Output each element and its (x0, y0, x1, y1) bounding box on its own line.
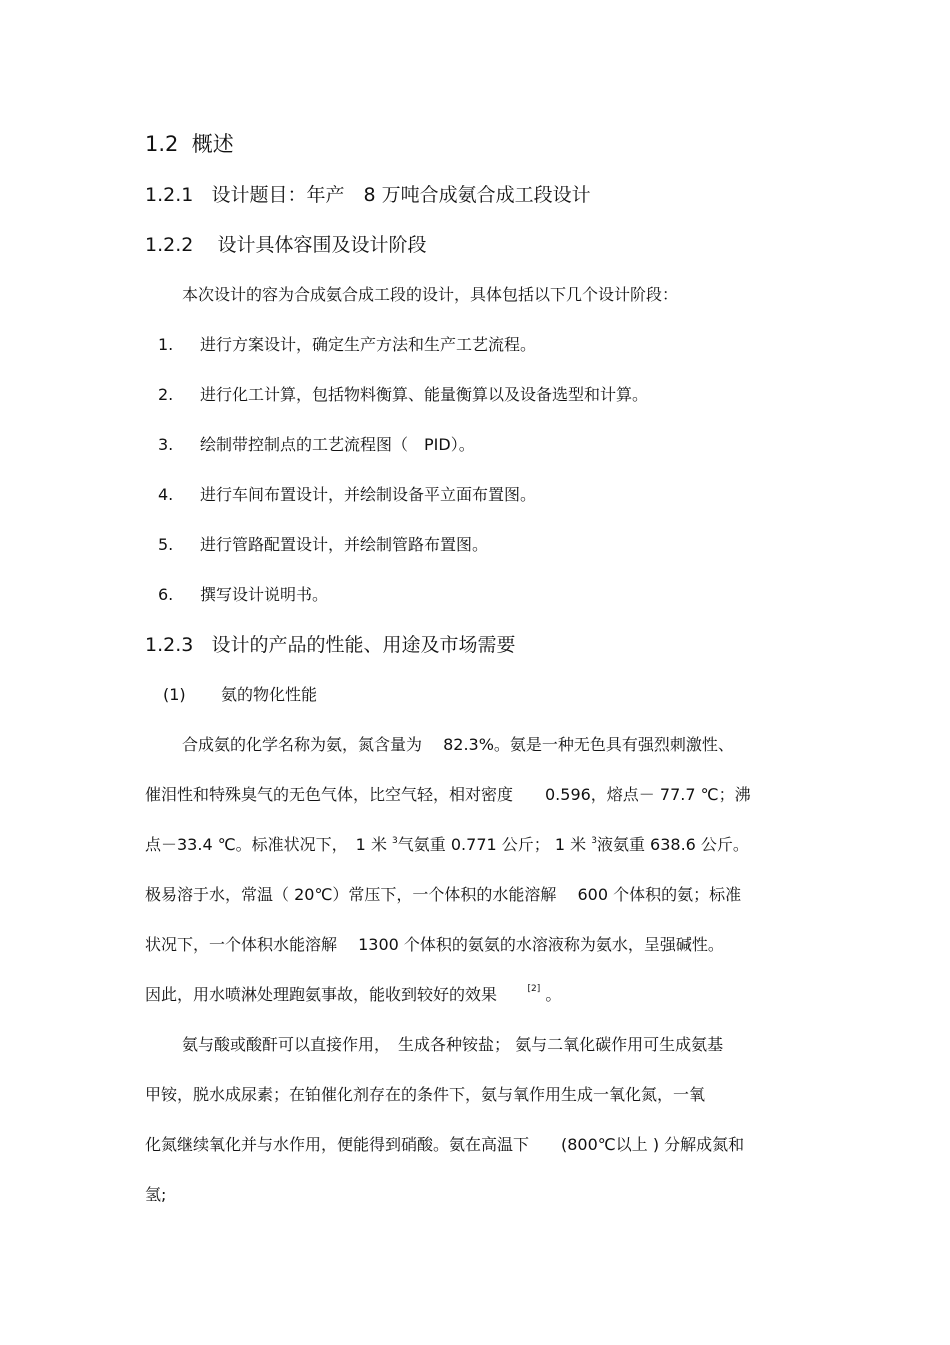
step-text: 进行方案设计，确定生产方法和生产工艺流程。 (200, 335, 537, 354)
step-item (158, 532, 488, 555)
text-run: 。 (545, 985, 562, 1004)
step-item (158, 382, 648, 405)
step-text: 进行车间布置设计，并绘制设备平立面布置图。 (200, 485, 537, 504)
step-item (158, 332, 536, 355)
subheading-number: (1) (163, 685, 186, 704)
heading-number: 1.2.1 (145, 184, 194, 206)
heading-1-2-1 (145, 180, 591, 207)
heading-1-2-3 (145, 630, 516, 657)
step-text: 进行化工计算，包括物料衡算、能量衡算以及设备选型和计算。 (200, 385, 649, 404)
text-run: 液氨重 638.6 公斤。 (596, 835, 749, 854)
heading-number: 1.2.2 (145, 234, 194, 256)
heading-title: 设计具体容围及设计阶段 (217, 234, 427, 256)
heading-title: 设计的产品的性能、用途及市场需要 (211, 634, 516, 656)
heading-number: 1.2 (145, 132, 179, 156)
heading-1-2 (145, 128, 234, 158)
para1-line-1: 合成氨的化学名称为氨，氮含量为 82.3%。氨是一种无色具有强烈刺激性、 (182, 735, 734, 754)
step-item (158, 432, 475, 455)
superscript: 3 (392, 836, 398, 846)
para2-line-3: 化氮继续氧化并与水作用，便能得到硝酸。氨在高温下 (800℃以上 ) 分解成氮和 (145, 1135, 745, 1154)
step-number: 4. (158, 485, 174, 504)
subheading-title: 氨的物化性能 (221, 685, 318, 704)
para1-line-2: 催泪性和特殊臭气的无色气体，比空气轻，相对密度 0.596，熔点－ 77.7 ℃；沸 (145, 785, 751, 804)
step-item (158, 482, 536, 505)
para1-line-3 (145, 832, 749, 855)
para1-line-4: 极易溶于水，常温（ 20℃）常压下，一个体积的水能溶解 600 个体积的氨；标准 (145, 885, 742, 904)
step-number: 5. (158, 535, 174, 554)
para1-line-5: 状况下，一个体积水能溶解 1300 个体积的氨氨的水溶液称为氨水，呈强碱性。 (145, 935, 724, 954)
step-number: 1. (158, 335, 174, 354)
step-item (158, 582, 328, 605)
citation-ref: [2] (527, 984, 541, 994)
step-number: 6. (158, 585, 174, 604)
step-text: 绘制带控制点的工艺流程图（ PID）。 (200, 435, 475, 454)
step-text: 撰写设计说明书。 (200, 585, 329, 604)
step-number: 2. (158, 385, 174, 404)
intro-paragraph: 本次设计的容为合成氨合成工段的设计，具体包括以下几个设计阶段： (182, 285, 679, 304)
heading-1-2-2 (145, 230, 427, 257)
para1-line-6 (145, 982, 561, 1005)
text-run: 气氨重 0.771 公斤； 1 米 (397, 835, 592, 854)
heading-number: 1.2.3 (145, 634, 194, 656)
para2-line-1: 氨与酸或酸酐可以直接作用， 生成各种铵盐； 氨与二氧化碳作用可生成氨基 (182, 1035, 724, 1054)
text-run: 因此，用水喷淋处理跑氨事故，能收到较好的效果 (145, 985, 498, 1004)
para2-line-2: 甲铵，脱水成尿素；在铂催化剂存在的条件下，氨与氧作用生成一氧化氮，一氧 (145, 1085, 706, 1104)
text-run: 点－33.4 ℃。标准状况下， 1 米 (145, 835, 393, 854)
heading-title: 设计题目：年产 8 万吨合成氨合成工段设计 (211, 184, 591, 206)
subheading-1 (163, 682, 317, 705)
superscript: 3 (591, 836, 597, 846)
step-number: 3. (158, 435, 174, 454)
heading-title: 概述 (191, 132, 234, 156)
step-text: 进行管路配置设计，并绘制管路布置图。 (200, 535, 489, 554)
para2-line-4: 氢; (145, 1185, 167, 1204)
